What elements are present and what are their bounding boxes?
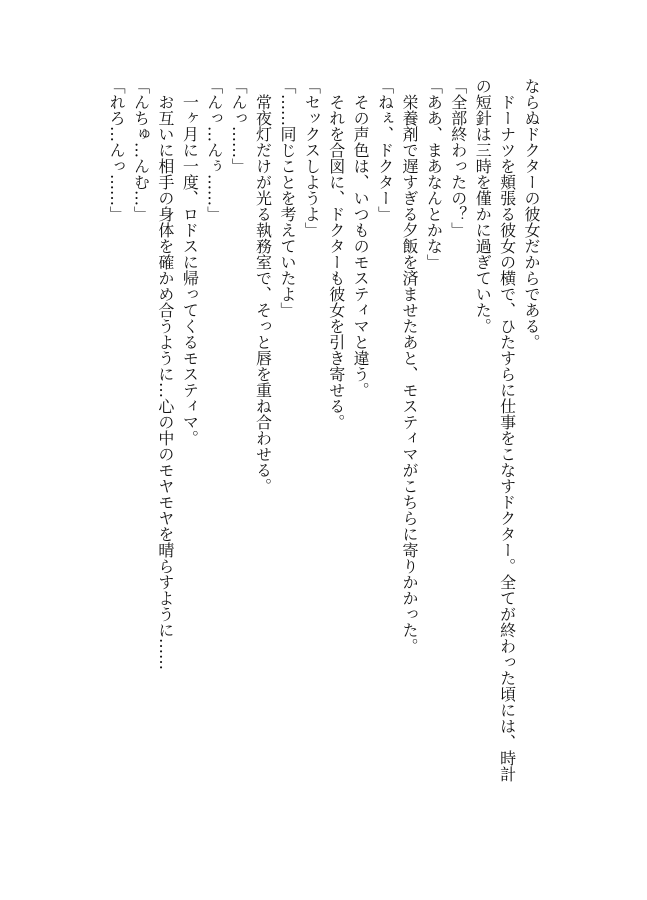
text-line: の短針は三時を僅かに過ぎていた。 [473,78,493,334]
text-line: お互いに相手の身体を確かめ合うように…心の中のモヤモヤを晴らすように…… [155,78,175,670]
text-line: それを合図に、ドクターも彼女を引き寄せる。 [326,78,346,430]
text-line: 「んちゅ…んむ…」 [131,78,151,222]
text-line: その声色は、いつものモスティマと違う。 [351,78,371,398]
text-line: 「ああ、まあなんとかな」 [424,78,444,270]
text-line: 一ヶ月に一度、ロドスに帰ってくるモスティマ。 [180,78,200,446]
text-line: 「……同じことを考えていたよ」 [277,78,297,318]
text-line: ならぬドクターの彼女だからである。 [522,78,541,350]
text-line: 常夜灯だけが光る執務室で、そっと唇を重ね合わせる。 [253,78,273,494]
text-line: 栄養剤で遅すぎる夕飯を済ませたあと、モスティマがこちらに寄りかかった。 [399,78,419,654]
text-line: 「れろ…んっ……」 [107,78,127,222]
vertical-text-body [104,78,543,838]
text-line: 「んっ…んぅ……」 [204,78,224,222]
text-line: ドーナツを頬張る彼女の横で、ひたすらに仕事をこなすドクター。全てが終わった頃には、時計 [497,78,517,782]
text-line: 「んっ……」 [229,78,249,174]
text-line: 「ねぇ、ドクター」 [375,78,395,222]
text-line: 「セックスしようよ」 [302,78,322,238]
text-line: 「全部終わったの？」 [448,78,468,238]
